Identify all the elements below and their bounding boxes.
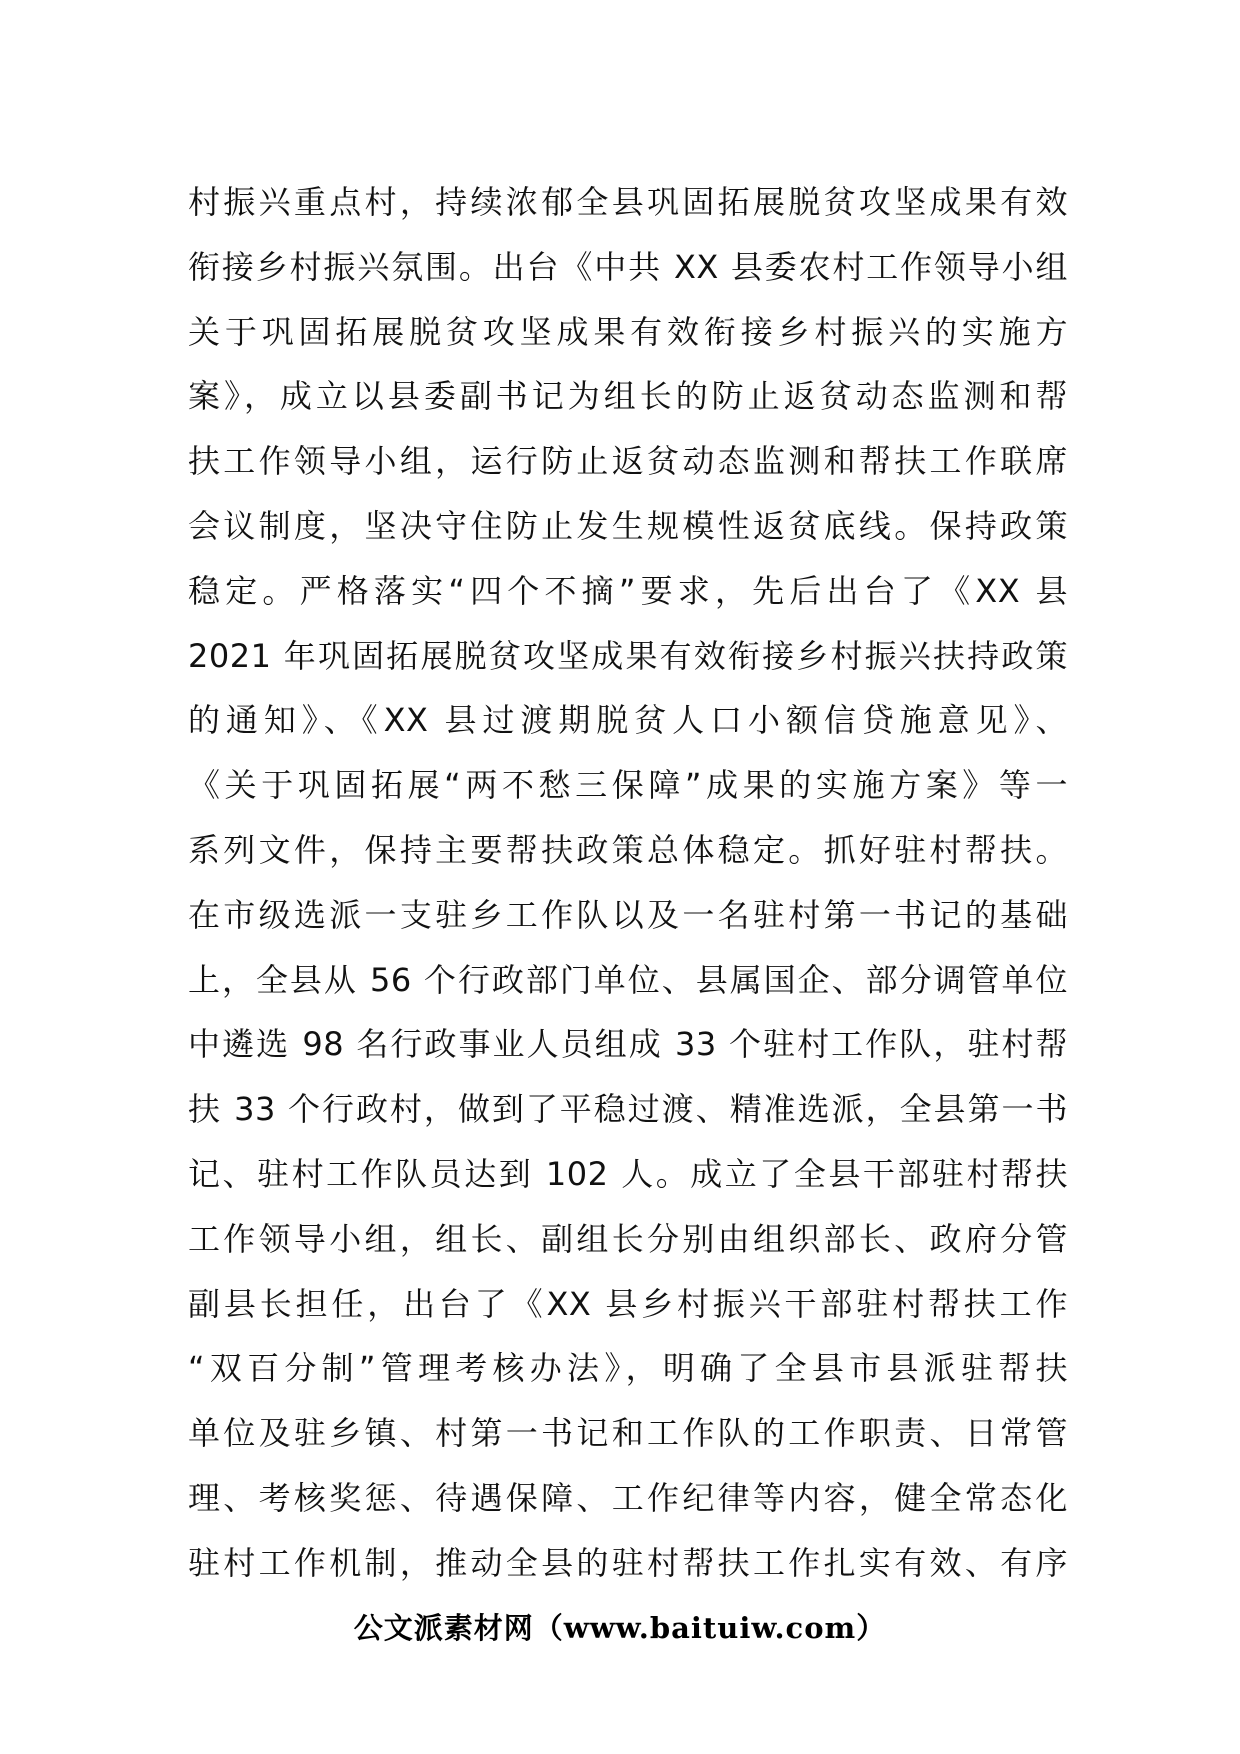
text-line: 扶 33 个行政村，做到了平稳过渡、精准选派，全县第一书 [188,1090,1068,1129]
text-line: 稳定。严格落实“四个不摘”要求，先后出台了《XX 县 [188,571,1068,610]
page-footer: 公文派素材网（www.baituiw.com） [353,1611,887,1645]
text-line: 会议制度，坚决守住防止发生规模性返贫底线。保持政策 [188,506,1068,545]
text-line: 衔接乡村振兴氛围。出台《中共 XX 县委农村工作领导小组 [188,247,1068,286]
text-line: 系列文件，保持主要帮扶政策总体稳定。抓好驻村帮扶。 [188,830,1068,869]
text-line: 驻村工作机制，推动全县的驻村帮扶工作扎实有效、有序 [188,1543,1068,1582]
text-line: 的通知》、《XX 县过渡期脱贫人口小额信贷施意见》、 [188,701,1068,740]
text-line: 在市级选派一支驻乡工作队以及一名驻村第一书记的基础 [188,895,1068,934]
text-line: 单位及驻乡镇、村第一书记和工作队的工作职责、日常管 [188,1414,1068,1453]
text-line: 中遴选 98 名行政事业人员组成 33 个驻村工作队，驻村帮 [188,1025,1068,1064]
body-paragraph [188,170,1068,1596]
text-line: 《关于巩固拓展“两不愁三保障”成果的实施方案》等一 [188,766,1068,805]
text-line: 案》，成立以县委副书记为组长的防止返贫动态监测和帮 [188,377,1068,416]
text-line: 村振兴重点村，持续浓郁全县巩固拓展脱贫攻坚成果有效 [188,183,1068,221]
text-line: 扶工作领导小组，运行防止返贫动态监测和帮扶工作联席 [188,442,1068,481]
text-line: 副县长担任，出台了《XX 县乡村振兴干部驻村帮扶工作 [188,1284,1068,1323]
text-line: “双百分制”管理考核办法》，明确了全县市县派驻帮扶 [188,1349,1068,1388]
text-line: 记、驻村工作队员达到 102 人。成立了全县干部驻村帮扶 [188,1154,1068,1193]
text-line: 关于巩固拓展脱贫攻坚成果有效衔接乡村振兴的实施方 [188,312,1068,351]
text-line: 上，全县从 56 个行政部门单位、县属国企、部分调管单位 [188,960,1068,999]
text-line: 工作领导小组，组长、副组长分别由组织部长、政府分管 [188,1219,1068,1258]
text-line: 理、考核奖惩、待遇保障、工作纪律等内容，健全常态化 [188,1478,1068,1517]
text-line: 2021 年巩固拓展脱贫攻坚成果有效衔接乡村振兴扶持政策 [188,636,1068,675]
